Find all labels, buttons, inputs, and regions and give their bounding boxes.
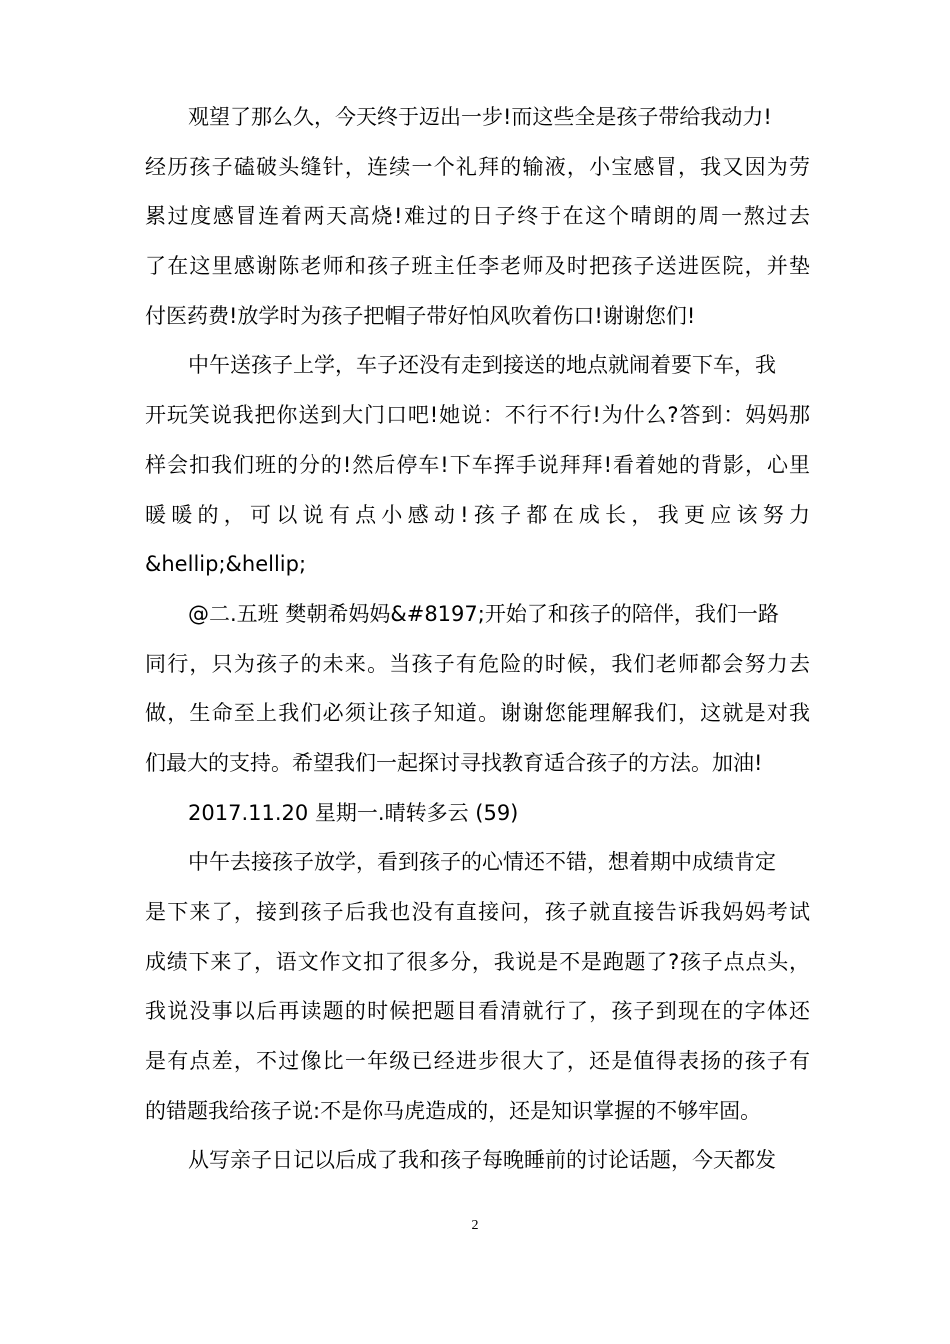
text-line: 了在这里感谢陈老师和孩子班主任李老师及时把孩子送进医院，并垫	[145, 254, 810, 279]
text-line: 是有点差，不过像比一年级已经进步很大了，还是值得表扬的孩子有	[145, 1049, 810, 1074]
text-line: 样会扣我们班的分的!然后停车!下车挥手说拜拜!看着她的背影，心里	[145, 452, 810, 477]
text-line: &hellip;&hellip;	[145, 552, 307, 577]
text-line: 中午去接孩子放学，看到孩子的心情还不错，想着期中成绩肯定	[188, 850, 776, 875]
text-line: 累过度感冒连着两天高烧!难过的日子终于在这个晴朗的周一熬过去	[145, 204, 810, 229]
text-line: 做，生命至上我们必须让孩子知道。谢谢您能理解我们，这就是对我	[145, 701, 810, 726]
text-line: 同行，只为孩子的未来。当孩子有危险的时候，我们老师都会努力去	[145, 651, 810, 676]
body-text	[145, 93, 810, 1186]
text-line: 暖暖的，可以说有点小感动!孩子都在成长，我更应该努力	[145, 502, 810, 527]
text-line: 的错题我给孩子说:不是你马虎造成的，还是知识掌握的不够牢固。	[145, 1098, 762, 1123]
text-line: 从写亲子日记以后成了我和孩子每晚睡前的讨论话题，今天都发	[188, 1148, 776, 1173]
text-line: 开玩笑说我把你送到大门口吧!她说：不行不行!为什么?答到：妈妈那	[145, 403, 810, 428]
text-line: 付医药费!放学时为孩子把帽子带好怕风吹着伤口!谢谢您们!	[145, 303, 696, 328]
text-line: 我说没事以后再读题的时候把题目看清就行了，孩子到现在的字体还	[145, 999, 810, 1024]
text-line: 经历孩子磕破头缝针，连续一个礼拜的输液，小宝感冒，我又因为劳	[145, 154, 810, 179]
text-line: 是下来了，接到孩子后我也没有直接问，孩子就直接告诉我妈妈考试	[145, 900, 810, 924]
text-line: 们最大的支持。希望我们一起探讨寻找教育适合孩子的方法。加油!	[145, 750, 763, 775]
text-line: 观望了那么久，今天终于迈出一步!而这些全是孩子带给我动力!	[188, 105, 772, 129]
page-number: 2	[471, 1218, 479, 1233]
text-line: 2017.11.20 星期一.晴转多云 (59)	[188, 800, 519, 825]
text-line: 中午送孩子上学，车子还没有走到接送的地点就闹着要下车，我	[188, 353, 776, 378]
text-line: 成绩下来了，语文作文扣了很多分，我说是不是跑题了?孩子点点头，	[145, 949, 810, 974]
text-line: @二.五班 樊朝希妈妈&#8197;开始了和孩子的陪伴，我们一路	[188, 601, 779, 626]
